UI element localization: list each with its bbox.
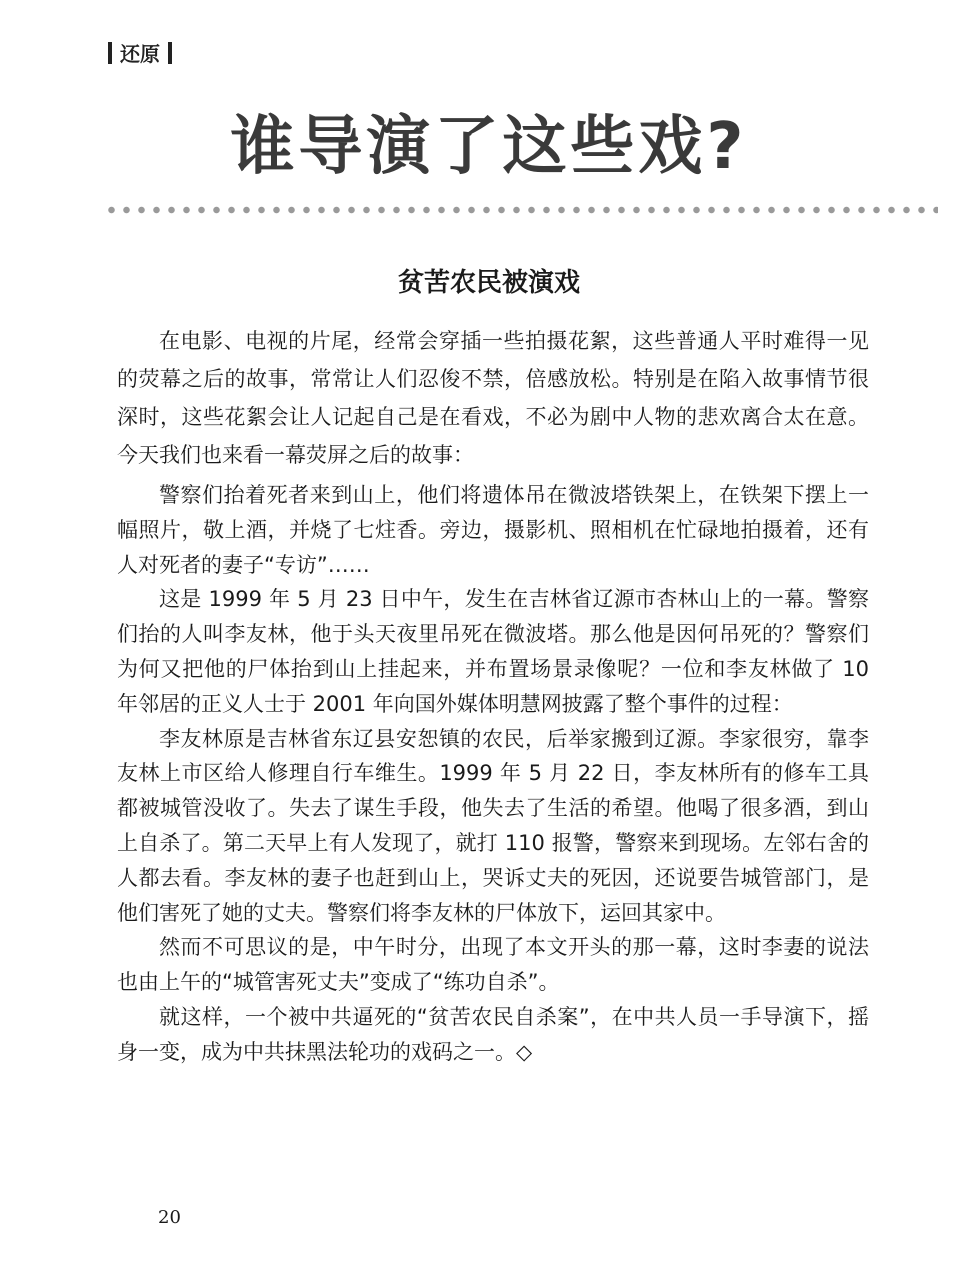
article-body: [117, 478, 869, 1070]
page-number: 20: [158, 1207, 181, 1228]
section-tag-left-bar: [108, 42, 112, 64]
intro-paragraph: 在电影、电视的片尾，经常会穿插一些拍摄花絮，这些普通人平时难得一见的荧幕之后的故事，常常让人们忍俊不禁，倍感放松。特别是在陷入故事情节很深时，这些花絮会让人记起自己是在看戏，不必为剧中人物的悲欢离合太在意。今天我们也来看一幕荧屏之后的故事：: [117, 329, 869, 467]
body-paragraph-5: 就这样，一个被中共逼死的“贫苦农民自杀案”，在中共人员一手导演下，摇身一变，成为中共抹黑法轮功的戏码之一。◇: [117, 1004, 869, 1064]
section-tag-label: 还原: [120, 42, 160, 66]
article-title: 谁导演了这些戏?: [230, 110, 748, 184]
section-tag-right-bar: [168, 42, 172, 64]
body-paragraph-3: 李友林原是吉林省东辽县安恕镇的农民，后举家搬到辽源。李家很穷，靠李友林上市区给人修理自行车维生。1999 年 5 月 22 日，李友林所有的修车工具都被城管没收了。失去了谋生手段，他失去了生活的希望。他喝了很多酒，到山上自杀了。第二天早上有人发现了，就打 110 报警，警察来到现场。左邻右舍的人都去看。李友林的妻子也赶到山上，哭诉丈夫的死因，还说要告城管部门，是他们害死了她的丈夫。警察们将李友林的尸体放下，运回其家中。: [117, 726, 869, 925]
body-paragraph-2: 这是 1999 年 5 月 23 日中午，发生在吉林省辽源市杏林山上的一幕。警察们抬的人叫李友林，他于头天夜里吊死在微波塔。那么他是因何吊死的？警察们为何又把他的尸体抬到山上挂起来，并布置场景录像呢？一位和李友林做了 10 年邻居的正义人士于 2001 年向国外媒体明慧网披露了整个事件的过程：: [117, 587, 869, 716]
body-paragraph-4: 然而不可思议的是，中午时分，出现了本文开头的那一幕，这时李妻的说法也由上午的“城管害死丈夫”变成了“练功自杀”。: [117, 935, 869, 995]
section-tag: [108, 38, 172, 67]
article-subtitle: 贫苦农民被演戏: [397, 268, 580, 298]
dotted-divider: [104, 206, 938, 214]
body-paragraph-1: 警察们抬着死者来到山上，他们将遗体吊在微波塔铁架上，在铁架下摆上一幅照片，敬上酒，并烧了七炷香。旁边，摄影机、照相机在忙碌地拍摄着，还有人对死者的妻子“专访”……: [117, 483, 869, 577]
